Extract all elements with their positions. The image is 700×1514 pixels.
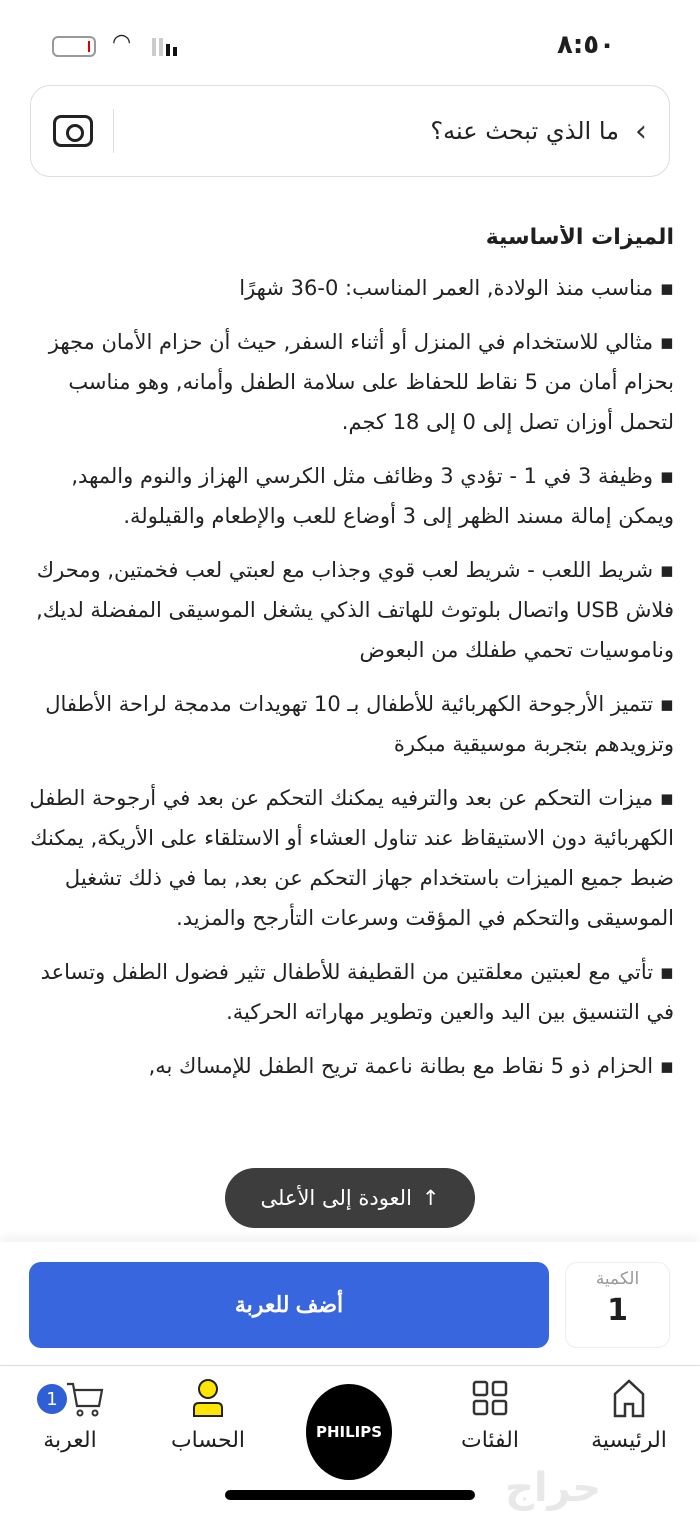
features-section (28, 225, 674, 1240)
chevron-back-icon[interactable]: › (635, 113, 647, 149)
wifi-icon: ◠ (112, 30, 132, 55)
feature-item: ▪ وظيفة 3 في 1 - تؤدي 3 وظائف مثل الكرسي الهزاز والنوم والمهد, ويمكن إمالة مسند الظهر إلى 3 أوضاع للعب والإطعام والقيلولة. (71, 464, 674, 528)
camera-icon[interactable] (53, 115, 93, 147)
nav-cart-label: العربة (43, 1428, 97, 1453)
feature-item: ▪ الحزام ذو 5 نقاط مع بطانة ناعمة تريح الطفل للإمساك به, (148, 1054, 674, 1078)
user-icon (153, 1376, 263, 1420)
nav-categories-label: الفئات (461, 1428, 519, 1453)
signal-icon (152, 38, 177, 56)
watermark: حراج (505, 1465, 602, 1511)
nav-home-label: الرئيسية (591, 1428, 667, 1453)
home-indicator[interactable] (225, 1490, 475, 1500)
nav-home[interactable] (574, 1376, 684, 1453)
search-bar[interactable] (30, 85, 670, 177)
grid-icon (435, 1376, 545, 1420)
quantity-label: الكمية (595, 1269, 640, 1289)
quantity-value: 1 (607, 1293, 628, 1328)
feature-item: ▪ شريط اللعب - شريط لعب قوي وجذاب مع لعبتي لعب فخمتين, ومحرك فلاش USB واتصال بلوتوث للهاتف الذكي يشغل الموسيقى المفضلة لديك, وناموسيات تحمي طفلك من البعوض (36, 558, 674, 662)
feature-item: ▪ مثالي للاستخدام في المنزل أو أثناء السفر, حيث أن حزام الأمان مجهز بحزام أمان من 5 نقاط للحفاظ على سلامة الطفل وأمانه, وهو مناسب لتحمل أوزان تصل إلى 0 إلى 18 كجم. (48, 330, 674, 434)
divider (113, 109, 114, 153)
status-bar (0, 0, 700, 80)
cart-badge: 1 (37, 1384, 67, 1414)
add-to-cart-button[interactable]: أضف للعربة (29, 1262, 549, 1348)
back-to-top-label: العودة إلى الأعلى (260, 1186, 412, 1210)
feature-item: ▪ تأتي مع لعبتين معلقتين من القطيفة للأطفال تثير فضول الطفل وتساعد في التنسيق بين اليد والعين وتطوير مهاراته الحركية. (40, 960, 674, 1024)
clock: ٨:٥٠ (556, 30, 615, 60)
feature-item: ▪ ميزات التحكم عن بعد والترفيه يمكنك التحكم عن بعد في أرجوحة الطفل الكهربائية دون الاستيقاظ عند تناول العشاء أو الاستلقاء على الأريكة, يمكنك ضبط جميع الميزات باستخدام جهاز التحكم عن بعد, بما في ذلك تشغيل الموسيقى والتحكم في المؤقت وسرعات التأرجح والمزيد. (29, 786, 674, 930)
nav-categories[interactable] (435, 1376, 545, 1453)
features-title: الميزات الأساسية (485, 225, 674, 250)
search-input[interactable]: ما الذي تبحث عنه؟ (430, 117, 619, 145)
cart-action-bar (0, 1242, 700, 1366)
home-icon (574, 1376, 684, 1420)
philips-logo[interactable]: PHILIPS (306, 1384, 392, 1480)
cart-icon (15, 1376, 125, 1420)
battery-icon (52, 36, 96, 57)
quantity-field[interactable] (565, 1262, 670, 1348)
nav-account-label: الحساب (170, 1428, 246, 1453)
nav-account[interactable] (153, 1376, 263, 1453)
feature-item: ▪ مناسب منذ الولادة, العمر المناسب: 0-36 شهرًا (239, 276, 674, 300)
arrow-up-icon: ↑ (421, 1186, 440, 1210)
feature-item: ▪ تتميز الأرجوحة الكهربائية للأطفال بـ 10 تهويدات مدمجة لراحة الأطفال وتزويدهم بتجربة موسيقية مبكرة (45, 692, 674, 756)
nav-cart[interactable] (15, 1376, 125, 1453)
back-to-top-button[interactable] (225, 1168, 475, 1228)
